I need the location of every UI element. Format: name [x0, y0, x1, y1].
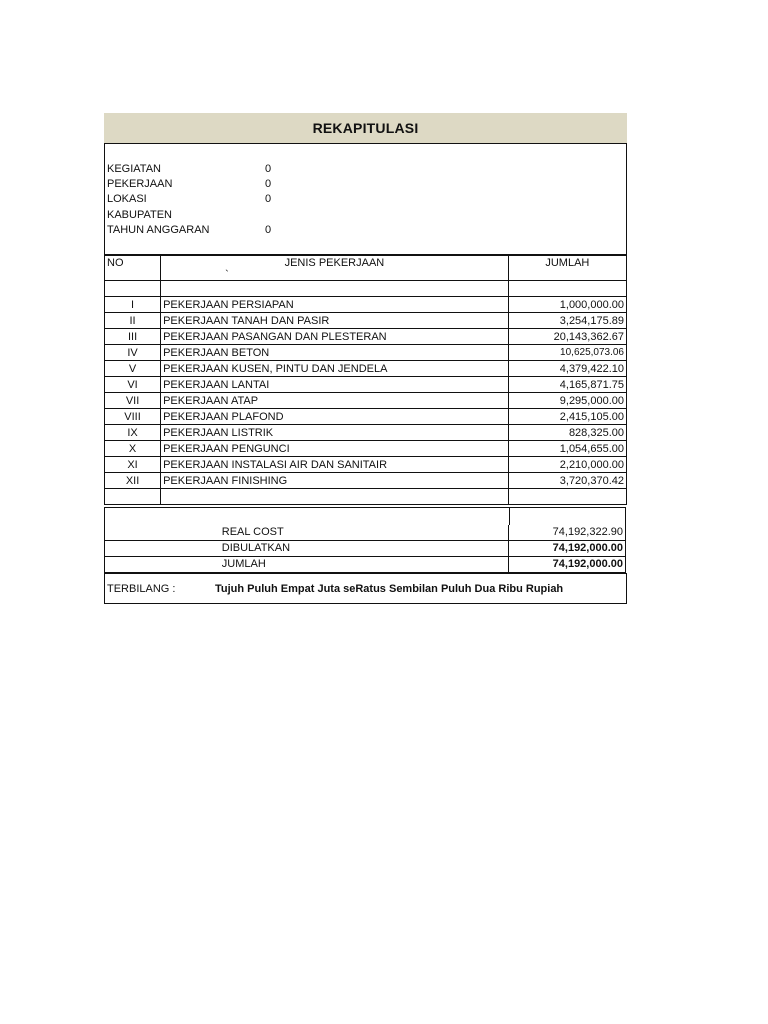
row-amount: 828,325.00: [508, 425, 626, 441]
row-job: PEKERJAAN BETON: [161, 345, 509, 361]
row-job: PEKERJAAN KUSEN, PINTU DAN JENDELA: [161, 361, 509, 377]
row-amount: 3,254,175.89: [508, 313, 626, 329]
info-label: PEKERJAAN: [107, 178, 173, 190]
row-job: PEKERJAAN ATAP: [161, 393, 509, 409]
real-cost-label: REAL COST: [221, 526, 284, 538]
total-label: JUMLAH: [221, 558, 266, 570]
info-label: KEGIATAN: [107, 163, 161, 175]
row-amount: 9,295,000.00: [508, 393, 626, 409]
table-row: [105, 329, 627, 345]
info-row-pekerjaan: [107, 177, 271, 192]
header-no: NO: [105, 256, 161, 281]
row-no: VIII: [105, 409, 161, 425]
row-job: PEKERJAAN FINISHING: [161, 473, 509, 489]
table-row: [105, 457, 627, 473]
rounded-label: DIBULATKAN: [221, 542, 291, 554]
terbilang-value: Tujuh Puluh Empat Juta seRatus Sembilan Puluh Dua Ribu Rupiah: [215, 582, 564, 595]
row-amount: 20,143,362.67: [508, 329, 626, 345]
row-job: PEKERJAAN INSTALASI AIR DAN SANITAIR: [161, 457, 509, 473]
recap-table: [104, 255, 627, 505]
table-row: [105, 345, 627, 361]
terbilang-row: [104, 573, 627, 604]
total-value: 74,192,000.00: [508, 557, 625, 573]
row-job: PEKERJAAN PLAFOND: [161, 409, 509, 425]
info-row-kegiatan: [107, 162, 271, 177]
table-row: [105, 313, 627, 329]
row-no: IV: [105, 345, 161, 361]
row-amount: 2,210,000.00: [508, 457, 626, 473]
row-no: III: [105, 329, 161, 345]
info-row-lokasi: [107, 192, 271, 207]
header-stray-mark: `: [225, 269, 229, 281]
table-row: [105, 361, 627, 377]
project-info-box: [104, 143, 627, 255]
real-cost-value: 74,192,322.90: [508, 525, 625, 540]
table-row: [105, 409, 627, 425]
table-empty-row: [105, 489, 627, 505]
row-amount: 10,625,073.06: [508, 345, 626, 361]
table-row: [105, 425, 627, 441]
row-amount: 1,000,000.00: [508, 297, 626, 313]
info-label: TAHUN ANGGARAN: [107, 224, 210, 236]
row-amount: 1,054,655.00: [508, 441, 626, 457]
table-row: [105, 441, 627, 457]
row-amount: 3,720,370.42: [508, 473, 626, 489]
table-row: [105, 297, 627, 313]
info-value: 0: [265, 163, 272, 175]
info-value: 0: [265, 178, 272, 190]
header-amount: JUMLAH: [508, 256, 626, 281]
recap-sheet: [104, 113, 627, 604]
rounded-row: [105, 540, 625, 556]
header-job-label: JENIS PEKERJAAN: [284, 257, 385, 269]
table-row: [105, 377, 627, 393]
row-amount: 2,415,105.00: [508, 409, 626, 425]
terbilang-label: TERBILANG :: [107, 582, 176, 595]
row-job: PEKERJAAN LISTRIK: [161, 425, 509, 441]
row-job: PEKERJAAN LANTAI: [161, 377, 509, 393]
info-label: LOKASI: [107, 193, 147, 205]
rounded-value: 74,192,000.00: [508, 541, 625, 556]
real-cost-row: [105, 525, 625, 540]
row-no: V: [105, 361, 161, 377]
info-value: 0: [265, 224, 272, 236]
header-job: [161, 256, 509, 281]
sheet-title-text: REKAPITULASI: [312, 120, 419, 136]
table-row: [105, 473, 627, 489]
row-no: XI: [105, 457, 161, 473]
row-no: IX: [105, 425, 161, 441]
info-row-kabupaten: [107, 208, 265, 223]
row-job: PEKERJAAN PERSIAPAN: [161, 297, 509, 313]
row-no: VII: [105, 393, 161, 409]
table-header-row: [105, 256, 627, 281]
row-no: VI: [105, 377, 161, 393]
table-row: [105, 393, 627, 409]
total-row: [105, 556, 625, 573]
row-no: X: [105, 441, 161, 457]
row-job: PEKERJAAN PASANGAN DAN PLESTERAN: [161, 329, 509, 345]
row-amount: 4,165,871.75: [508, 377, 626, 393]
table-gap: [105, 281, 627, 297]
row-no: I: [105, 297, 161, 313]
row-job: PEKERJAAN PENGUNCI: [161, 441, 509, 457]
row-job: PEKERJAAN TANAH DAN PASIR: [161, 313, 509, 329]
sheet-title: [104, 113, 627, 143]
row-amount: 4,379,422.10: [508, 361, 626, 377]
table-body: [105, 297, 627, 489]
info-row-tahun-anggaran: [107, 223, 271, 238]
row-no: XII: [105, 473, 161, 489]
totals-box: [104, 507, 626, 573]
info-value: 0: [265, 193, 272, 205]
info-label: KABUPATEN: [107, 209, 172, 221]
row-no: II: [105, 313, 161, 329]
